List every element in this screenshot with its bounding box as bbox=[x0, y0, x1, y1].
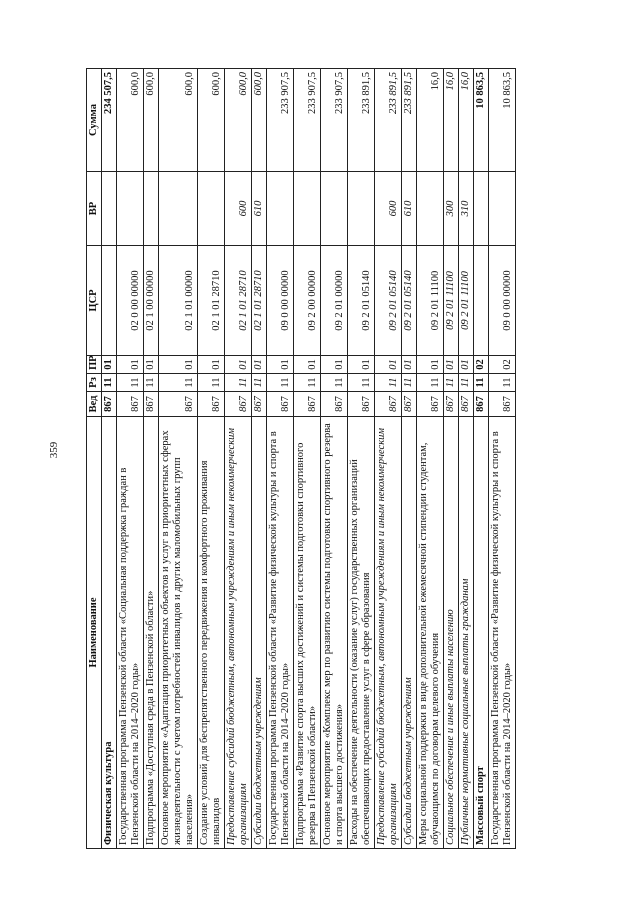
table-row bbox=[117, 69, 144, 849]
header-sum: Сумма bbox=[87, 69, 102, 172]
cell-csr: 09 2 01 11100 bbox=[444, 246, 459, 356]
cell-rz: 11 bbox=[294, 374, 321, 392]
cell-name: Массовый спорт bbox=[474, 417, 489, 849]
cell-pr: 01 bbox=[294, 356, 321, 374]
cell-rz: 11 bbox=[402, 374, 417, 392]
cell-rz: 11 bbox=[321, 374, 348, 392]
cell-vr: 610 bbox=[252, 172, 267, 246]
header-rz: Рз bbox=[87, 374, 102, 392]
cell-csr: 09 2 01 05140 bbox=[375, 246, 402, 356]
cell-csr: 02 1 01 28710 bbox=[198, 246, 225, 356]
cell-name: Создание условий для беспрепятственного передвижения и комфортного проживания инвалидов bbox=[198, 417, 225, 849]
cell-ved: 867 bbox=[459, 392, 474, 417]
table-row bbox=[225, 69, 252, 849]
cell-sum: 600,0 bbox=[117, 69, 144, 172]
cell-pr: 01 bbox=[402, 356, 417, 374]
cell-pr: 01 bbox=[102, 356, 117, 374]
cell-ved: 867 bbox=[444, 392, 459, 417]
table-row bbox=[348, 69, 375, 849]
cell-ved: 867 bbox=[267, 392, 294, 417]
table-row bbox=[267, 69, 294, 849]
cell-vr bbox=[417, 172, 444, 246]
cell-rz: 11 bbox=[144, 374, 159, 392]
cell-name: Государственная программа Пензенской области «Социальная поддержка граждан в Пензенской области на 2014–2020 годы» bbox=[117, 417, 144, 849]
cell-name: Подпрограмма «Развитие спорта высших достижений и системы подготовки спортивного резерва в Пензенской области» bbox=[294, 417, 321, 849]
cell-rz: 11 bbox=[102, 374, 117, 392]
header-row bbox=[87, 69, 102, 849]
cell-rz: 11 bbox=[474, 374, 489, 392]
cell-sum: 600,0 bbox=[144, 69, 159, 172]
cell-sum: 233 907,5 bbox=[267, 69, 294, 172]
cell-name: Субсидии бюджетным учреждениям bbox=[402, 417, 417, 849]
cell-vr bbox=[198, 172, 225, 246]
cell-sum: 233 891,5 bbox=[348, 69, 375, 172]
cell-sum: 234 507,5 bbox=[102, 69, 117, 172]
cell-csr: 02 1 01 00000 bbox=[159, 246, 198, 356]
cell-name: Государственная программа Пензенской области «Развитие физической культуры и спорта в Пензенской области на 2014–2020 годы» bbox=[489, 417, 516, 849]
cell-ved: 867 bbox=[294, 392, 321, 417]
cell-sum: 10 863,5 bbox=[474, 69, 489, 172]
cell-vr bbox=[102, 172, 117, 246]
table-row bbox=[375, 69, 402, 849]
cell-vr bbox=[474, 172, 489, 246]
cell-pr: 01 bbox=[375, 356, 402, 374]
cell-pr: 01 bbox=[459, 356, 474, 374]
cell-ved: 867 bbox=[252, 392, 267, 417]
table-row bbox=[159, 69, 198, 849]
cell-name: Публичные нормативные социальные выплаты гражданам bbox=[459, 417, 474, 849]
cell-pr: 01 bbox=[417, 356, 444, 374]
cell-rz: 11 bbox=[375, 374, 402, 392]
cell-rz: 11 bbox=[198, 374, 225, 392]
cell-csr: 02 1 00 00000 bbox=[144, 246, 159, 356]
cell-pr: 02 bbox=[474, 356, 489, 374]
cell-pr: 01 bbox=[225, 356, 252, 374]
cell-sum: 16,0 bbox=[417, 69, 444, 172]
cell-csr: 09 2 01 05140 bbox=[402, 246, 417, 356]
cell-name: Социальное обеспечение и иные выплаты населению bbox=[444, 417, 459, 849]
cell-vr: 300 bbox=[444, 172, 459, 246]
cell-name: Субсидии бюджетным учреждениям bbox=[252, 417, 267, 849]
cell-name: Меры социальной поддержки в виде дополнительной ежемесячной стипендии студентам, обучающимся по договорам целевого обучения bbox=[417, 417, 444, 849]
cell-sum: 10 863,5 bbox=[489, 69, 516, 172]
cell-pr: 02 bbox=[489, 356, 516, 374]
cell-sum: 600,0 bbox=[198, 69, 225, 172]
cell-ved: 867 bbox=[402, 392, 417, 417]
cell-ved: 867 bbox=[144, 392, 159, 417]
cell-sum: 233 891,5 bbox=[402, 69, 417, 172]
cell-csr: 09 2 01 00000 bbox=[321, 246, 348, 356]
cell-name: Предоставление субсидий бюджетным, автономным учреждениям и иным некоммерческим организациям bbox=[225, 417, 252, 849]
header-ved: Вед bbox=[87, 392, 102, 417]
cell-rz: 11 bbox=[117, 374, 144, 392]
cell-sum: 600,0 bbox=[225, 69, 252, 172]
budget-table bbox=[86, 68, 516, 849]
cell-vr bbox=[144, 172, 159, 246]
cell-name: Подпрограмма «Доступная среда в Пензенской области» bbox=[144, 417, 159, 849]
cell-pr: 01 bbox=[444, 356, 459, 374]
page-number: 359 bbox=[48, 441, 60, 459]
cell-csr bbox=[102, 246, 117, 356]
table-row bbox=[144, 69, 159, 849]
cell-csr: 02 0 00 00000 bbox=[117, 246, 144, 356]
table-row bbox=[459, 69, 474, 849]
cell-sum: 16,0 bbox=[459, 69, 474, 172]
cell-vr bbox=[159, 172, 198, 246]
cell-rz: 11 bbox=[417, 374, 444, 392]
table-row bbox=[489, 69, 516, 849]
cell-vr: 600 bbox=[225, 172, 252, 246]
cell-name: Основное мероприятие «Комплекс мер по развитию системы подготовки спортивного резерва и спорта высшего достижения» bbox=[321, 417, 348, 849]
table-row bbox=[417, 69, 444, 849]
cell-ved: 867 bbox=[474, 392, 489, 417]
cell-rz: 11 bbox=[348, 374, 375, 392]
cell-ved: 867 bbox=[225, 392, 252, 417]
cell-rz: 11 bbox=[267, 374, 294, 392]
cell-pr: 01 bbox=[252, 356, 267, 374]
header-pr: ПР bbox=[87, 356, 102, 374]
cell-sum: 233 907,5 bbox=[294, 69, 321, 172]
cell-vr bbox=[348, 172, 375, 246]
cell-sum: 600,0 bbox=[159, 69, 198, 172]
cell-csr: 09 2 00 00000 bbox=[294, 246, 321, 356]
cell-rz: 11 bbox=[225, 374, 252, 392]
cell-rz: 11 bbox=[252, 374, 267, 392]
cell-sum: 16,0 bbox=[444, 69, 459, 172]
cell-ved: 867 bbox=[348, 392, 375, 417]
cell-pr: 01 bbox=[144, 356, 159, 374]
cell-vr bbox=[267, 172, 294, 246]
cell-vr bbox=[117, 172, 144, 246]
cell-name: Расходы на обеспечение деятельности (оказание услуг) государственных организаций обеспечивающих предоставление услуг в сфере образования bbox=[348, 417, 375, 849]
table-row bbox=[294, 69, 321, 849]
table-row bbox=[102, 69, 117, 849]
cell-vr: 610 bbox=[402, 172, 417, 246]
cell-pr: 01 bbox=[267, 356, 294, 374]
header-name: Наименование bbox=[87, 417, 102, 849]
cell-vr: 310 bbox=[459, 172, 474, 246]
table-row bbox=[444, 69, 459, 849]
cell-name: Физическая культура bbox=[102, 417, 117, 849]
cell-pr: 01 bbox=[348, 356, 375, 374]
header-csr: ЦСР bbox=[87, 246, 102, 356]
cell-ved: 867 bbox=[321, 392, 348, 417]
cell-vr bbox=[489, 172, 516, 246]
cell-ved: 867 bbox=[198, 392, 225, 417]
cell-csr: 09 2 01 11100 bbox=[417, 246, 444, 356]
table-row bbox=[321, 69, 348, 849]
cell-pr: 01 bbox=[159, 356, 198, 374]
cell-sum: 233 907,5 bbox=[321, 69, 348, 172]
cell-ved: 867 bbox=[375, 392, 402, 417]
cell-csr: 09 0 00 00000 bbox=[267, 246, 294, 356]
cell-csr: 09 2 01 11100 bbox=[459, 246, 474, 356]
cell-vr bbox=[321, 172, 348, 246]
cell-pr: 01 bbox=[198, 356, 225, 374]
cell-ved: 867 bbox=[102, 392, 117, 417]
cell-ved: 867 bbox=[417, 392, 444, 417]
cell-sum: 233 891,5 bbox=[375, 69, 402, 172]
cell-ved: 867 bbox=[159, 392, 198, 417]
cell-name: Предоставление субсидий бюджетным, автономным учреждениям и иным некоммерческим организациям bbox=[375, 417, 402, 849]
table-row bbox=[198, 69, 225, 849]
cell-rz: 11 bbox=[444, 374, 459, 392]
cell-rz: 11 bbox=[159, 374, 198, 392]
table-row bbox=[252, 69, 267, 849]
cell-vr: 600 bbox=[375, 172, 402, 246]
cell-sum: 600,0 bbox=[252, 69, 267, 172]
cell-rz: 11 bbox=[489, 374, 516, 392]
cell-csr bbox=[474, 246, 489, 356]
cell-csr: 02 1 01 28710 bbox=[225, 246, 252, 356]
cell-vr bbox=[294, 172, 321, 246]
cell-rz: 11 bbox=[459, 374, 474, 392]
cell-name: Основное мероприятие «Адаптация приоритетных объектов и услуг в приоритетных сферах жизнедеятельности с учетом потребностей инвалидов и других маломобильных групп населения» bbox=[159, 417, 198, 849]
cell-pr: 01 bbox=[321, 356, 348, 374]
header-vr: ВР bbox=[87, 172, 102, 246]
cell-csr: 09 2 01 05140 bbox=[348, 246, 375, 356]
cell-ved: 867 bbox=[117, 392, 144, 417]
table-row bbox=[402, 69, 417, 849]
table-row bbox=[474, 69, 489, 849]
cell-csr: 02 1 01 28710 bbox=[252, 246, 267, 356]
table-body bbox=[102, 69, 516, 849]
cell-csr: 09 0 00 00000 bbox=[489, 246, 516, 356]
cell-name: Государственная программа Пензенской области «Развитие физической культуры и спорта в Пензенской области на 2014–2020 годы» bbox=[267, 417, 294, 849]
cell-ved: 867 bbox=[489, 392, 516, 417]
cell-pr: 01 bbox=[117, 356, 144, 374]
